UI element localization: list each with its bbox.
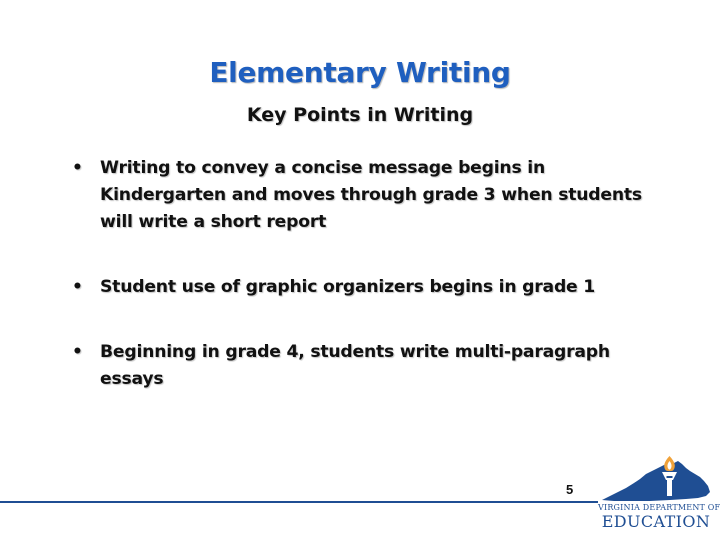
bullet-list: [72, 155, 662, 393]
slide-title: Elementary Writing: [209, 56, 511, 89]
bullet-text: Writing to convey a concise message begins in Kindergarten and moves through grade 3 when students will write a short report: [100, 158, 642, 232]
logo-department-text: VIRGINIA DEPARTMENT OF: [598, 503, 720, 512]
slide-subtitle: Key Points in Writing: [246, 104, 474, 126]
bullet-item: [72, 339, 662, 393]
bullet-dot-icon: •: [72, 342, 83, 362]
page-number: 5: [566, 482, 574, 497]
bullet-item: [72, 155, 662, 236]
bullet-dot-icon: •: [72, 277, 83, 297]
footer-rule: [0, 501, 598, 503]
vdoe-logo: [594, 450, 720, 540]
logo-graphic: [600, 454, 712, 504]
bullet-text: Beginning in grade 4, students write multi-paragraph essays: [100, 342, 610, 389]
bullet-text: Student use of graphic organizers begins in grade 1: [100, 277, 596, 297]
bullet-item: [72, 274, 662, 301]
bullet-dot-icon: •: [72, 158, 83, 178]
virginia-state-map-icon: [602, 461, 710, 501]
logo-education-text: EDUCATION: [601, 512, 711, 531]
